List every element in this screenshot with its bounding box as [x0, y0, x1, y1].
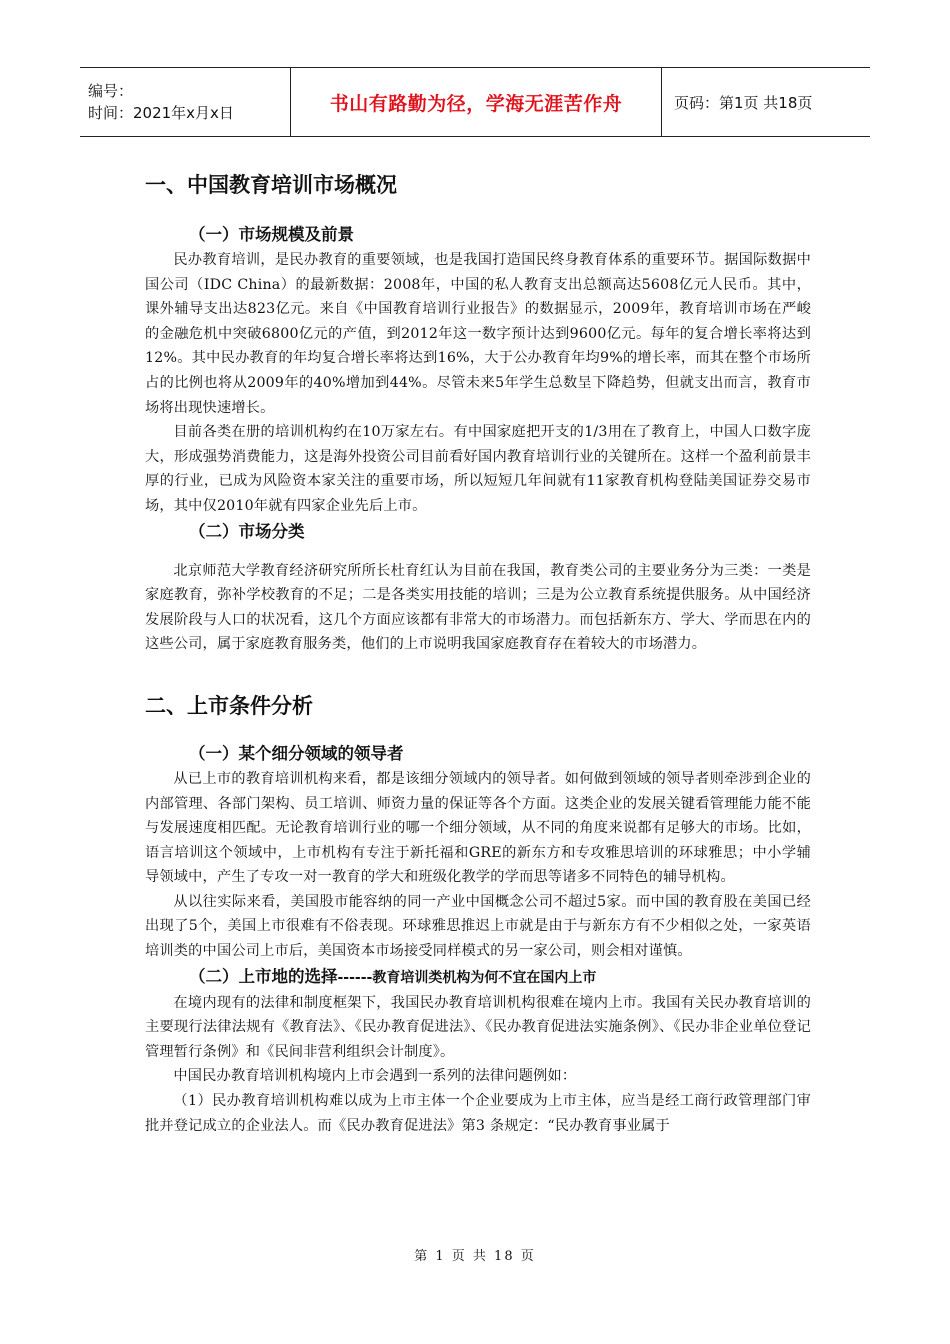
paragraph: 中国民办教育培训机构境内上市会遇到一系列的法律问题例如：: [173, 1068, 577, 1085]
header-motto: 书山有路勤为径，学海无涯苦作舟: [291, 68, 662, 136]
subsection-title: [145, 964, 811, 991]
document-date: 时间：2021年x月x日: [88, 104, 234, 122]
subsection-title: （一）某个细分领域的领导者: [189, 743, 404, 763]
subsection-subtitle: ------教育培训类机构为何不宜在国内上市: [337, 969, 597, 986]
subsection-title: （一）市场规模及前景: [189, 225, 354, 244]
section-title: 二、上市条件分析: [145, 693, 313, 718]
subsection-title-main: （二）上市地的选择: [189, 966, 338, 986]
page-footer: 第 1 页 共 18 页: [414, 1249, 536, 1264]
document-body: [145, 170, 811, 1138]
header-meta: [80, 68, 291, 136]
subsection-title: （二）市场分类: [189, 521, 305, 541]
paragraph: 从以往实际来看，美国股市能容纳的同一产业中国概念公司不超过5家。而中国的教育股在美国已经出现了5个，美国上市很难有不俗表现。环球雅思推迟上市就是由于与新东方有不少相似之处，一家英语培训类的中国公司上市后，美国资本市场接受同样模式的另一家公司，则会相对谨慎。: [145, 893, 811, 960]
document-number: 编号：: [88, 82, 134, 100]
section-title: 一、中国教育培训市场概况: [145, 173, 397, 197]
paragraph: 从已上市的教育培训机构来看，都是该细分领域内的领导者。如何做到领域的领导者则牵涉到企业的内部管理、各部门架构、员工培训、师资力量的保证等各个方面。这类企业的发展关键看管理能力能不能与发展速度相匹配。无论教育培训行业的哪一个细分领域，从不同的角度来说都有足够大的市场。比如，语言培训这个领域中，上市机构有专注于新托福和GRE的新东方和专攻雅思培训的环球雅思；中小学辅导领域中，产生了专攻一对一教育的学大和班级化教学的学而思等诸多不同特色的辅导机构。: [145, 770, 811, 886]
paragraph: 北京师范大学教育经济研究所所长杜育红认为目前在我国，教育类公司的主要业务分为三类：一类是家庭教育，弥补学校教育的不足；二是各类实用技能的培训；三是为公立教育系统提供服务。从中国经济发展阶段与人口的状况看，这几个方面应该都有非常大的市场潜力。而包括新东方、学大、学而思在内的这些公司，属于家庭教育服务类，他们的上市说明我国家庭教育存在着较大的市场潜力。: [145, 562, 811, 653]
paragraph: 目前各类在册的培训机构约在10万家左右。有中国家庭把开支的1/3用在了教育上，中国人口数字庞大，形成强势消费能力，这是海外投资公司目前看好国内教育培训行业的关键所在。这样一个盈利前景丰厚的行业，已成为风险资本家关注的重要市场，所以短短几年间就有11家教育机构登陆美国证券交易市场，其中仅2010年就有四家企业先后上市。: [145, 424, 811, 514]
paragraph: 民办教育培训，是民办教育的重要领域，也是我国打造国民终身教育体系的重要环节。据国际数据中国公司（IDC China）的最新数据：2008年，中国的私人教育支出总额高达5608亿元人民币。其中，课外辅导支出达823亿元。来自《中国教育培训行业报告》的数据显示，2009年，教育培训市场在严峻的金融危机中突破6800亿元的产值，到2012年这一数字预计达到9600亿元。每年的复合增长率将达到12%。其中民办教育的年均复合增长率将达到16%，大于公办教育年均9%的增长率，而其在整个市场所占的比例也将从2009年的40%增加到44%。尽管未来5年学生总数呈下降趋势，但就支出而言，教育市场将出现快速增长。: [145, 252, 811, 416]
paragraph: 在境内现有的法律和制度框架下，我国民办教育培训机构很难在境内上市。我国有关民办教育培训的主要现行法律法规有《教育法》、《民办教育促进法》、《民办教育促进法实施条例》、《民办非企业单位登记管理暂行条例》和《民间非营利组织会计制度》。: [145, 994, 811, 1060]
page-header: [80, 67, 870, 137]
header-page-info: 页码：第1页 共18页: [674, 93, 813, 112]
paragraph: （1）民办教育培训机构难以成为上市主体一个企业要成为上市主体，应当是经工商行政管理部门审批并登记成立的企业法人。而《民办教育促进法》第3 条规定：“民办教育事业属于: [145, 1093, 811, 1134]
